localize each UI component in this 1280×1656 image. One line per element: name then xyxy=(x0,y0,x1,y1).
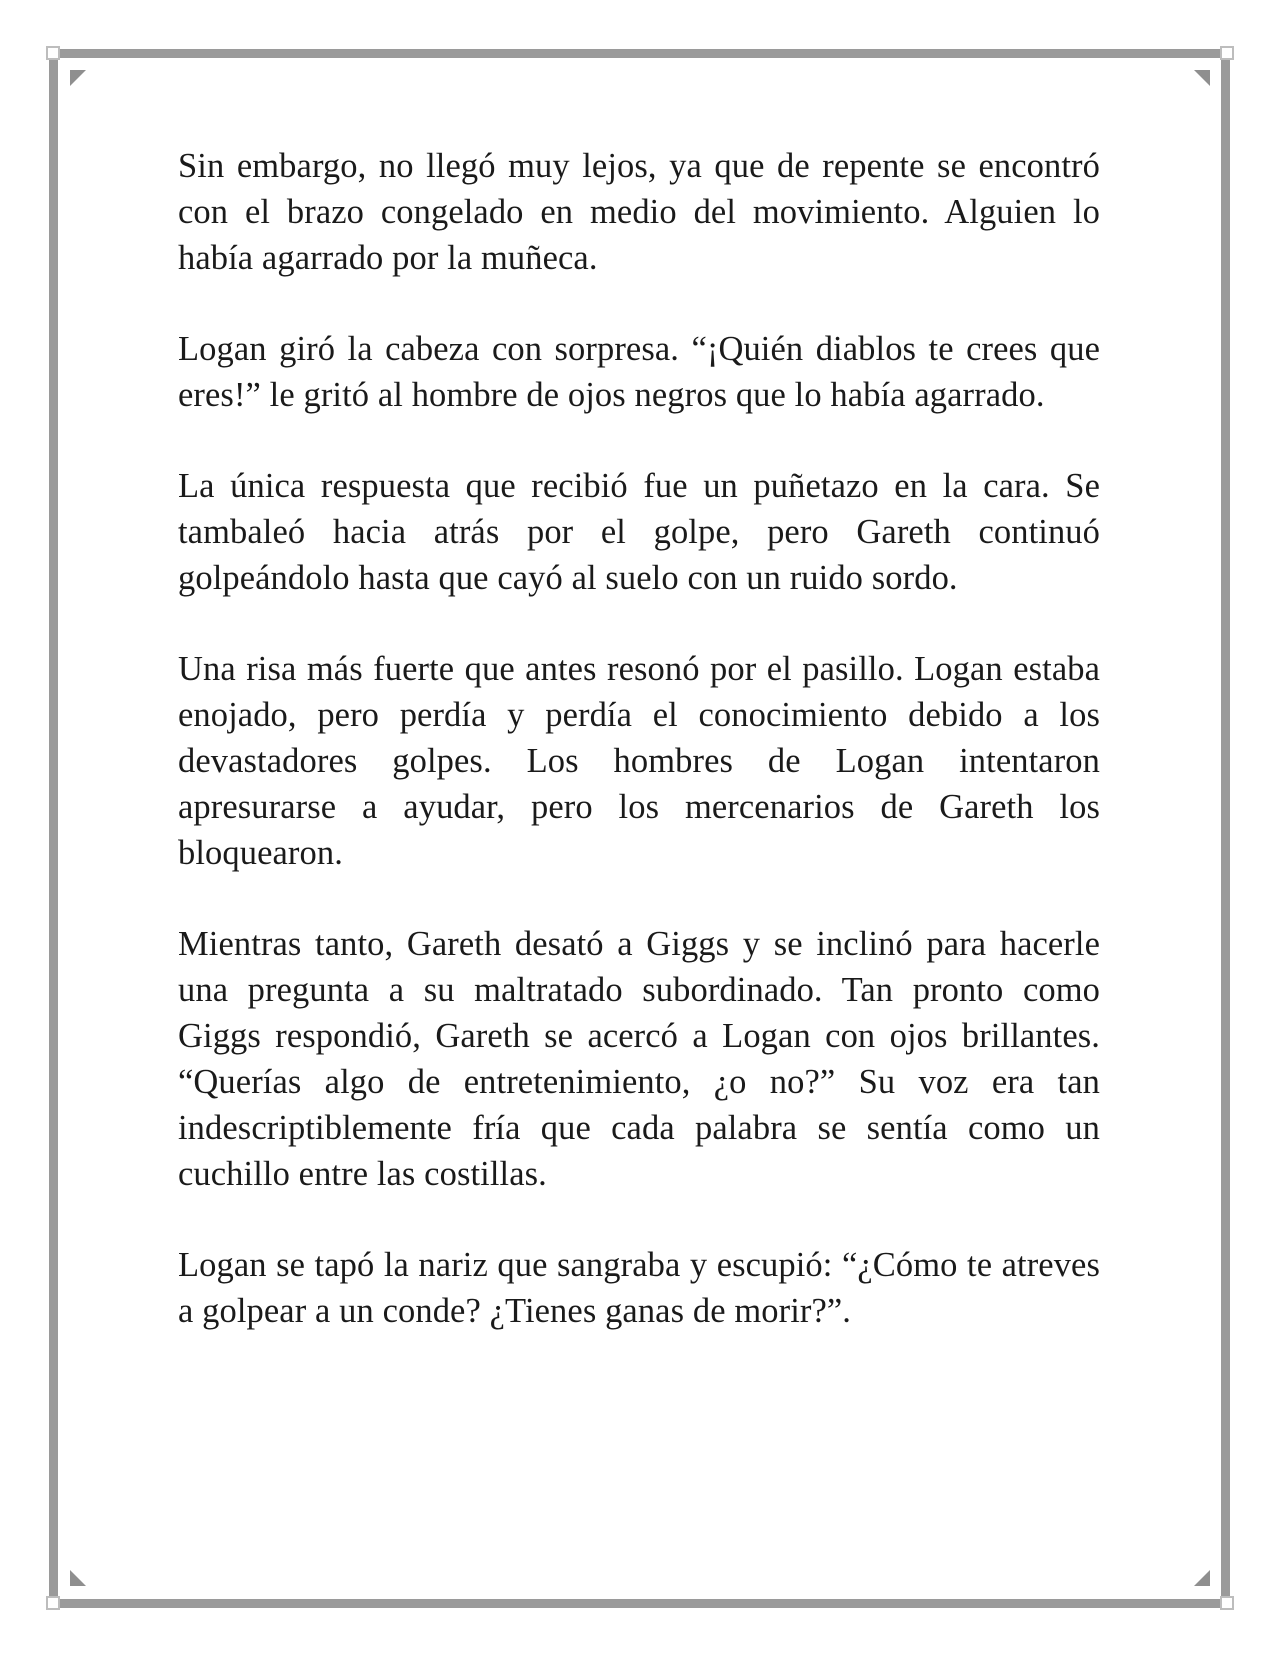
triangle-corner-icon xyxy=(70,1570,86,1586)
paragraph: Mientras tanto, Gareth desató a Giggs y se inclinó para hacerle una pregunta a su maltratado subordinado. Tan pronto como Giggs respondió, Gareth se acercó a Logan con ojos brillantes. “Querías algo de entretenimiento, ¿o no?” Su voz era tan indescriptiblemente fría que cada palabra se sentía como un cuchillo entre las costillas. xyxy=(178,925,1100,1193)
triangle-corner-icon xyxy=(1194,70,1210,86)
paragraph: La única respuesta que recibió fue un puñetazo en la cara. Se tambaleó hacia atrás por el golpe, pero Gareth continuó golpeándolo hasta que cayó al suelo con un ruido sordo. xyxy=(178,467,1100,597)
frame-left-border xyxy=(49,50,58,1606)
corner-square-icon xyxy=(46,1596,60,1610)
frame-top-border xyxy=(50,49,1230,58)
triangle-corner-icon xyxy=(1194,1570,1210,1586)
corner-square-icon xyxy=(1220,46,1234,60)
frame-right-border xyxy=(1221,50,1230,1606)
triangle-corner-icon xyxy=(70,70,86,86)
paragraph: Logan giró la cabeza con sorpresa. “¡Quién diablos te crees que eres!” le gritó al hombre de ojos negros que lo había agarrado. xyxy=(178,330,1100,414)
corner-square-icon xyxy=(1220,1596,1234,1610)
paragraph: Una risa más fuerte que antes resonó por el pasillo. Logan estaba enojado, pero perdía y perdía el conocimiento debido a los devastadores golpes. Los hombres de Logan intentaron apresurarse a ayudar, pero los mercenarios de Gareth los bloquearon. xyxy=(178,650,1100,872)
document-body xyxy=(178,143,1100,1379)
corner-square-icon xyxy=(46,46,60,60)
frame-bottom-border xyxy=(50,1599,1230,1608)
paragraph: Sin embargo, no llegó muy lejos, ya que de repente se encontró con el brazo congelado en medio del movimiento. Alguien lo había agarrado por la muñeca. xyxy=(178,147,1100,277)
paragraph: Logan se tapó la nariz que sangraba y escupió: “¿Cómo te atreves a golpear a un conde? ¿Tienes ganas de morir?”. xyxy=(178,1246,1100,1330)
